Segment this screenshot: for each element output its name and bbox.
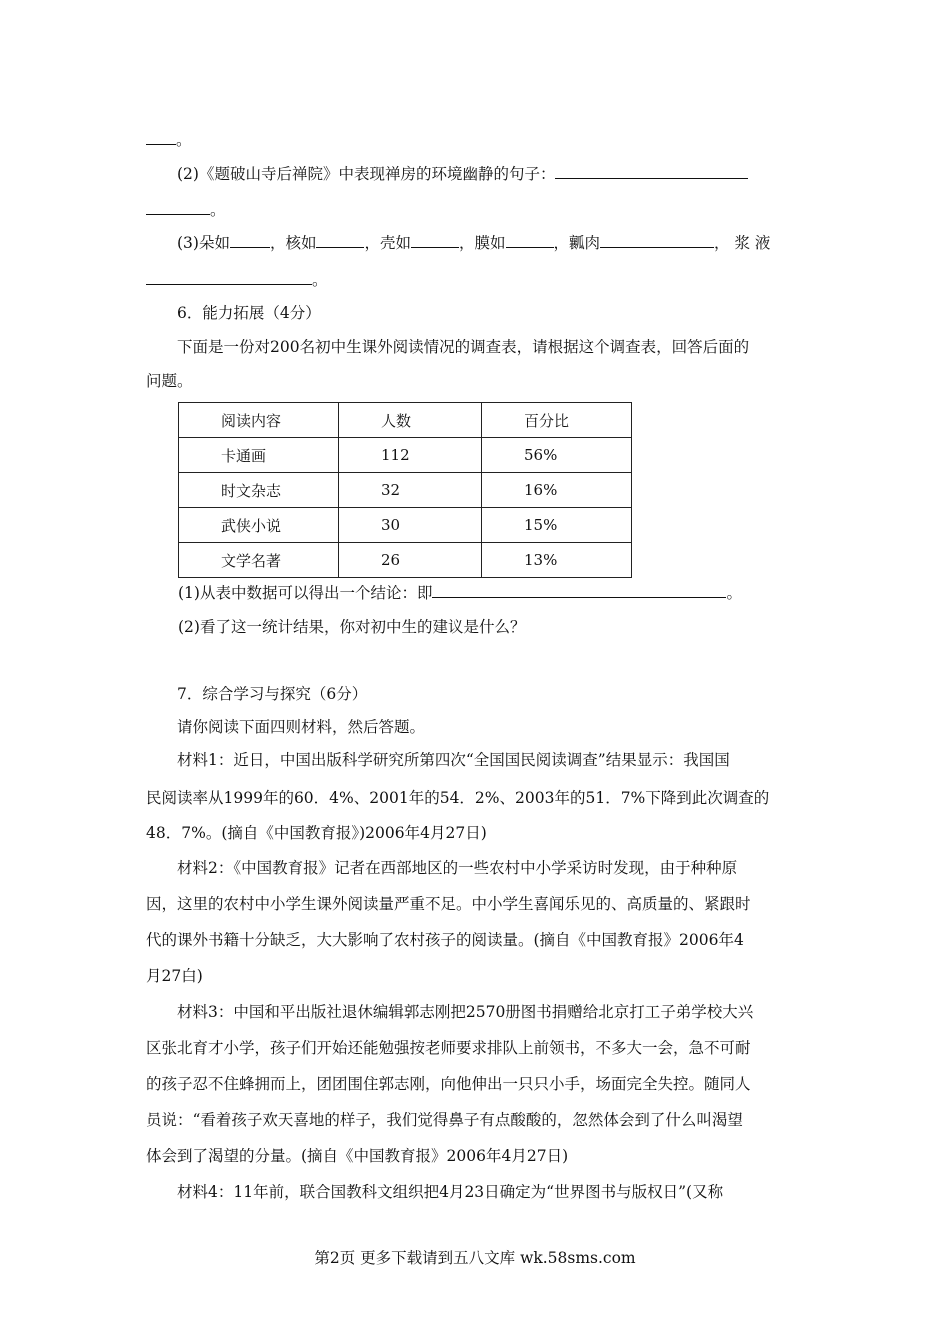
table-cell: 文学名著 bbox=[179, 543, 339, 578]
material-3-line: 体会到了渴望的分量。(摘自《中国教育报》2006年4月27日) bbox=[146, 1147, 569, 1165]
answer-blank[interactable] bbox=[316, 233, 364, 248]
table-cell: 56% bbox=[482, 438, 632, 473]
answer-blank[interactable] bbox=[146, 270, 312, 285]
q7-heading: 7．综合学习与探究（6分） bbox=[177, 685, 368, 703]
q6-sub1: (1)从表中数据可以得出一个结论：即 。 bbox=[178, 584, 742, 602]
q5-item2: (2)《题破山寺后禅院》中表现禅房的环境幽静的句子： bbox=[177, 164, 748, 184]
table-row bbox=[179, 438, 632, 473]
q6-heading: 6．能力拓展（4分） bbox=[177, 304, 321, 322]
material-1-line: 民阅读率从1999年的60．4%、2001年的54．2%、2003年的51．7%下降到此次调查的 bbox=[146, 789, 770, 807]
q7-intro: 请你阅读下面四则材料，然后答题。 bbox=[177, 718, 426, 736]
table-cell: 15% bbox=[482, 508, 632, 543]
material-2-line: 因，这里的农村中小学生课外阅读量严重不足。中小学生喜闻乐见的、高质量的、紧跟时 bbox=[146, 895, 751, 913]
table-row bbox=[179, 543, 632, 578]
material-3-line: 材料3：中国和平出版社退休编辑郭志刚把2570册图书捐赠给北京打工子弟学校大兴 bbox=[177, 1003, 754, 1021]
table-header-cell: 百分比 bbox=[482, 403, 632, 438]
answer-blank[interactable] bbox=[146, 130, 176, 145]
material-2-line: 月27白) bbox=[146, 967, 203, 985]
table-cell: 卡通画 bbox=[179, 438, 339, 473]
answer-blank[interactable] bbox=[411, 233, 459, 248]
table-cell: 26 bbox=[339, 543, 482, 578]
material-3-line: 的孩子忍不住蜂拥而上，团团围住郭志刚，向他伸出一只只小手，场面完全失控。随同人 bbox=[146, 1075, 751, 1093]
q6-intro-line1: 下面是一份对200名初中生课外阅读情况的调查表，请根据这个调查表，回答后面的 bbox=[177, 338, 750, 356]
q5-item1-tail: 。 bbox=[146, 130, 192, 150]
table-header-row bbox=[179, 403, 632, 438]
table-cell: 13% bbox=[482, 543, 632, 578]
answer-blank[interactable] bbox=[555, 164, 748, 179]
table-header-cell: 人数 bbox=[339, 403, 482, 438]
q5-item2-tail: 。 bbox=[146, 200, 226, 220]
material-2-line: 代的课外书籍十分缺乏，大大影响了农村孩子的阅读量。(摘自《中国教育报》2006年4 bbox=[146, 931, 744, 949]
material-3-line: 区张北育才小学，孩子们开始还能勉强按老师要求排队上前领书，不多大一会，急不可耐 bbox=[146, 1039, 751, 1057]
table-cell: 30 bbox=[339, 508, 482, 543]
material-3-line: 员说：“看着孩子欢天喜地的样子，我们觉得鼻子有点酸酸的，忽然体会到了什么叫渴望 bbox=[146, 1111, 743, 1129]
table-header-cell: 阅读内容 bbox=[179, 403, 339, 438]
table-row bbox=[179, 508, 632, 543]
material-2-line: 材料2：《中国教育报》记者在西部地区的一些农村中小学采访时发现，由于种种原 bbox=[177, 859, 738, 877]
q5-item3: (3)朵如 ，核如 ，壳如 ，膜如 ，瓤肉 ， 浆 液 bbox=[177, 234, 771, 252]
survey-table bbox=[178, 402, 632, 578]
answer-blank[interactable] bbox=[506, 233, 554, 248]
answer-blank[interactable] bbox=[146, 200, 210, 215]
page-footer: 第2页 更多下载请到五八文库 wk.58sms.com bbox=[314, 1249, 636, 1267]
table-cell: 时文杂志 bbox=[179, 473, 339, 508]
material-4-line: 材料4：11年前，联合国教科文组织把4月23日确定为“世界图书与版权日”(又称 bbox=[177, 1183, 724, 1201]
table-cell: 16% bbox=[482, 473, 632, 508]
answer-blank[interactable] bbox=[432, 583, 726, 598]
table-cell: 武侠小说 bbox=[179, 508, 339, 543]
q5-item3-tail: 。 bbox=[146, 270, 328, 290]
material-1-line: 48．7%。(摘自《中国教育报》)2006年4月27日) bbox=[146, 824, 487, 842]
material-1-line: 材料1：近日，中国出版科学研究所第四次“全国国民阅读调查”结果显示：我国国 bbox=[177, 751, 730, 769]
table-row bbox=[179, 473, 632, 508]
table-cell: 112 bbox=[339, 438, 482, 473]
q6-intro-line2: 问题。 bbox=[146, 372, 193, 390]
q6-sub2: (2)看了这一统计结果，你对初中生的建议是什么？ bbox=[178, 618, 526, 636]
table-cell: 32 bbox=[339, 473, 482, 508]
answer-blank[interactable] bbox=[230, 233, 270, 248]
answer-blank[interactable] bbox=[600, 233, 714, 248]
